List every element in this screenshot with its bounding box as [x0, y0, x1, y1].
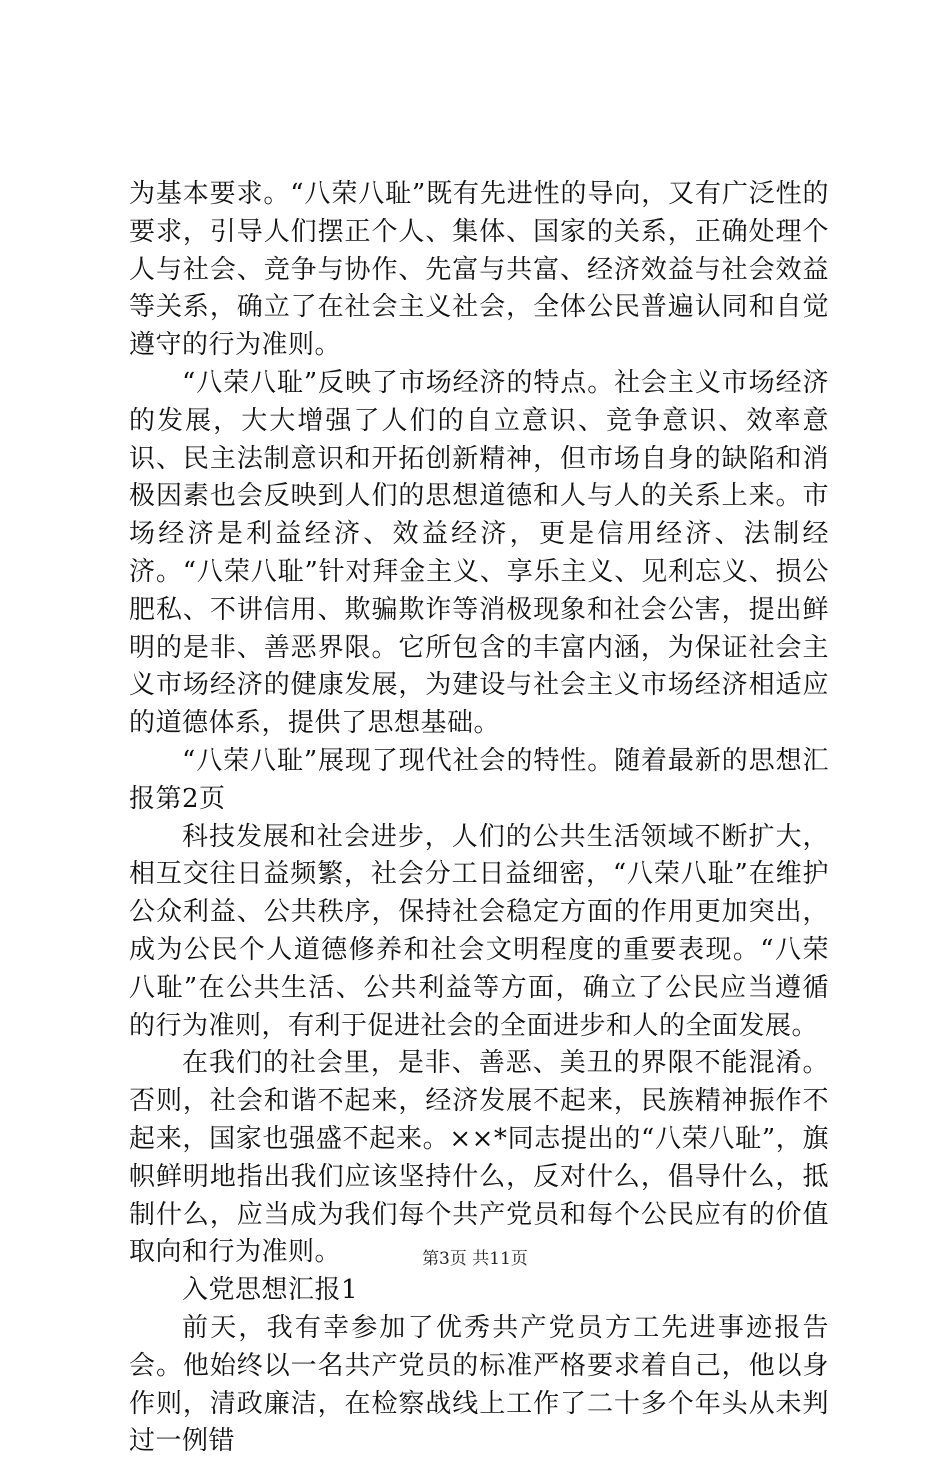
paragraph-1: 为基本要求。“八荣八耻”既有先进性的导向，又有广泛性的要求，引导人们摆正个人、集体、国家的关系，正确处理个人与社会、竞争与协作、先富与共富、经济效益与社会效益等关系，确立了在社会主义社会，全体公民普遍认同和自觉遵守的行为准则。 [129, 179, 829, 361]
paragraph-4: 科技发展和社会进步，人们的公共生活领域不断扩大，相互交往日益频繁，社会分工日益细密，“八荣八耻”在维护公众利益、公共秩序，保持社会稳定方面的作用更加突出，成为公民个人道德修养和社会文明程度的重要表现。“八荣八耻”在公共生活、公共利益等方面，确立了公民应当遵循的行为准则，有利于促进社会的全面进步和人的全面发展。 [129, 821, 829, 1041]
paragraph-3: “八荣八耻”展现了现代社会的特性。随着最新的思想汇报第2页 [129, 745, 829, 814]
paragraph-5: 在我们的社会里，是非、善恶、美丑的界限不能混淆。否则，社会和谐不起来，经济发展不起来，民族精神振作不起来，国家也强盛不起来。××*同志提出的“八荣八耻”，旗帜鲜明地指出我们应该坚持什么，反对什么，倡导什么，抵制什么，应当成为我们每个共产党员和每个公民应有的价值取向和行为准则。 [129, 1048, 829, 1268]
paragraph-2: “八荣八耻”反映了市场经济的特点。社会主义市场经济的发展，大大增强了人们的自立意识、竞争意识、效率意识、民主法制意识和开拓创新精神，但市场自身的缺陷和消极因素也会反映到人们的思想道德和人与人的关系上来。市场经济是利益经济、效益经济，更是信用经济、法制经济。“八荣八耻”针对拜金主义、享乐主义、见利忘义、损公肥私、不讲信用、欺骗欺诈等消极现象和社会公害，提出鲜明的是非、善恶界限。它所包含的丰富内涵，为保证社会主义市场经济的健康发展，为建设与社会主义市场经济相适应的道德体系，提供了思想基础。 [129, 367, 829, 739]
paragraph-6: 前天，我有幸参加了优秀共产党员方工先进事迹报告会。他始终以一名共产党员的标准严格要求着自己，他以身作则，清政廉洁，在检察战线上工作了二十多个年头从未判过一例错 [129, 1312, 829, 1457]
section-heading: 入党思想汇报1 [182, 1275, 359, 1306]
page-footer: 第3页 共11页 [422, 1249, 528, 1269]
